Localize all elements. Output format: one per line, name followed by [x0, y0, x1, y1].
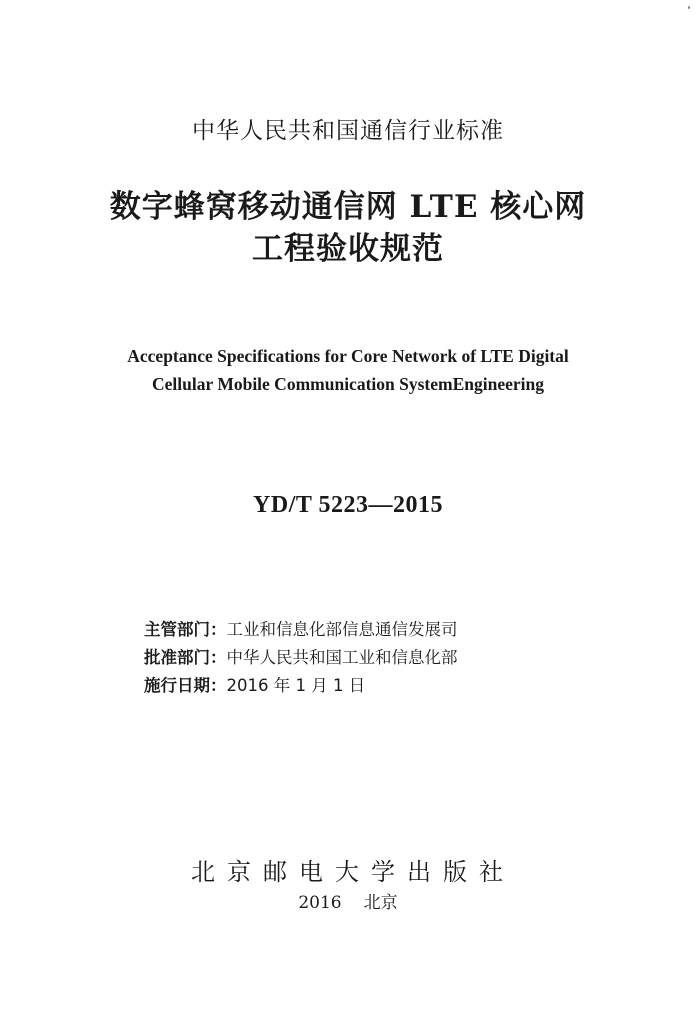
publication-info	[0, 891, 696, 915]
standard-number: YD/T 5223—2015	[253, 492, 443, 518]
effective-date-row	[144, 672, 458, 700]
competent-dept-row	[144, 616, 458, 644]
competent-dept-value: 工业和信息化部信息通信发展司	[226, 620, 458, 639]
effective-date-label: 施行日期：	[144, 676, 227, 695]
meta-block	[144, 616, 458, 700]
approving-dept-row	[144, 644, 458, 672]
title-en-line2: Cellular Mobile Communication SystemEngineering	[152, 374, 544, 394]
publication-year: 2016	[298, 893, 342, 913]
effective-date-value: 2016 年 1 月 1 日	[226, 676, 366, 695]
approving-dept-label: 批准部门：	[144, 648, 227, 667]
publisher-name: 北京邮电大学出版社	[191, 858, 515, 886]
title-zh-line2: 工程验收规范	[252, 231, 444, 267]
competent-dept-label: 主管部门：	[144, 620, 227, 639]
standard-category: 中华人民共和国通信行业标准	[192, 118, 504, 144]
publication-city: 北京	[363, 893, 398, 913]
scan-speck	[688, 6, 690, 9]
title-en-line1: Acceptance Specifications for Core Network of LTE Digital	[127, 346, 569, 366]
approving-dept-value: 中华人民共和国工业和信息化部	[226, 648, 458, 667]
title-zh-line1: 数字蜂窝移动通信网 LTE 核心网	[109, 189, 587, 225]
